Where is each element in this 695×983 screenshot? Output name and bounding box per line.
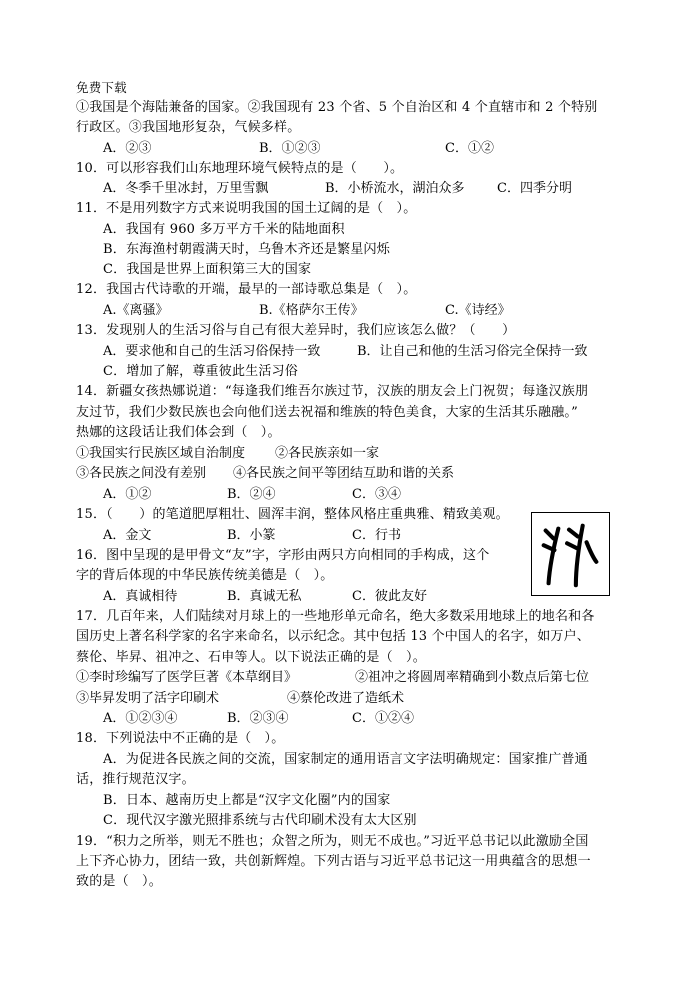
- q18-stem: 18．下列说法中不正确的是（ ）。: [76, 731, 285, 746]
- oracle-bone-you-character-image: [531, 512, 610, 596]
- q9-option-b: B．①②③: [259, 141, 321, 156]
- q18-option-a-line-2: 话，推行规范汉字。: [76, 772, 195, 787]
- q18-option-a-line-1: A．为促进各民族之间的交流，国家制定的通用语言文字法明确规定：国家推广普通: [103, 752, 588, 767]
- q14-statement-4: ④各民族之间平等团结互助和谐的关系: [233, 466, 455, 481]
- q17-stem-line-1: 17．几百年来，人们陆续对月球上的一些地形单元命名，绝大多数采用地球上的地名和各: [76, 609, 595, 624]
- q12-option-c: C.《诗经》: [445, 303, 511, 318]
- q17-option-c: C．①②④: [352, 711, 414, 726]
- q10-option-c: C．四季分明: [497, 181, 572, 196]
- q11-option-b: B．东海渔村朝霞满天时，乌鲁木齐还是繁星闪烁: [103, 242, 390, 257]
- q11-option-c: C．我国是世界上面积第三大的国家: [103, 262, 312, 277]
- q12-stem: 12．我国古代诗歌的开端，最早的一部诗歌总集是（ ）。: [76, 282, 417, 297]
- q16-option-c: C．彼此友好: [352, 589, 427, 604]
- q17-statement-1: ①李时珍编写了医学巨著《本草纲目》: [76, 670, 298, 685]
- q10-option-b: B．小桥流水，湖泊众多: [325, 181, 465, 196]
- q11-option-a: A．我国有 960 多万平方千米的陆地面积: [103, 222, 345, 237]
- q17-stem-line-3: 蔡伦、毕昇、祖冲之、石申等人。以下说法正确的是（ ）。: [76, 650, 426, 665]
- q16-stem-line-2: 字的背后体现的中华民族传统美德是（ ）。: [76, 568, 334, 583]
- q18-option-c: C．现代汉字激光照排系统与古代印刷术没有太大区别: [103, 813, 417, 828]
- q12-option-a: A.《离骚》: [103, 303, 169, 318]
- q19-stem-line-2: 上下齐心协力，团结一致，共创新辉煌。下列古语与习近平总书记这一用典蕴含的思想一: [76, 854, 591, 869]
- q18-option-b: B．日本、越南历史上都是“汉字文化圈”内的国家: [103, 793, 391, 808]
- q17-option-a: A．①②③④: [103, 711, 178, 726]
- q16-option-b: B．真诚无私: [227, 589, 302, 604]
- q16-option-a: A．真诚相待: [103, 589, 178, 604]
- q17-statement-3: ③毕昇发明了活字印刷术: [76, 691, 220, 706]
- q13-option-a: A．要求他和自己的生活习俗保持一致: [103, 344, 321, 359]
- q15-option-a: A．金文: [103, 528, 152, 543]
- q17-option-b: B．②③④: [227, 711, 289, 726]
- q13-stem: 13．发现别人的生活习俗与自己有很大差异时，我们应该怎么做？（ ）: [76, 323, 516, 338]
- q9-statement-line-2: 行政区。③我国地形复杂，气候多样。: [76, 120, 301, 135]
- q14-option-b: B．②④: [227, 487, 276, 502]
- q14-option-a: A．①②: [103, 487, 152, 502]
- q13-option-c: C．增加了解，尊重彼此生活习俗: [103, 364, 298, 379]
- q19-stem-line-3: 致的是（ ）。: [76, 874, 162, 889]
- q15-option-c: C．行书: [352, 528, 401, 543]
- q11-stem: 11．不是用列数字方式来说明我国的国土辽阔的是（ ）。: [76, 201, 417, 216]
- q15-option-b: B．小篆: [227, 528, 276, 543]
- q15-stem: 15．（ ）的笔道肥厚粗壮、圆浑丰润，整体风格庄重典雅、精致美观。: [76, 507, 509, 522]
- q17-statement-4: ④蔡伦改进了造纸术: [287, 691, 405, 706]
- q9-statement-line-1: ①我国是个海陆兼备的国家。②我国现有 23 个省、5 个自治区和 4 个直辖市和 2 个特别: [76, 100, 598, 115]
- q14-option-c: C．③④: [352, 487, 401, 502]
- q14-stem-line-1: 14．新疆女孩热娜说道：“每逢我们维吾尔族过节，汉族的朋友会上门祝贺；每逢汉族朋: [76, 384, 589, 399]
- q10-option-a: A．冬季千里冰封，万里雪飘: [103, 181, 269, 196]
- q9-option-a: A．②③: [103, 141, 152, 156]
- q19-stem-line-1: 19．“积力之所举，则无不胜也；众智之所为，则无不成也。”习近平总书记以此激励全国: [76, 834, 589, 849]
- q17-stem-line-2: 国历史上著名科学家的名字来命名，以示纪念。其中包括 13 个中国人的名字，如万户、: [76, 629, 591, 644]
- oracle-bone-you-glyph-icon: [532, 513, 609, 595]
- q14-statement-1: ①我国实行民族区域自治制度: [76, 446, 246, 461]
- q14-stem-line-2: 友过节，我们少数民族也会向他们送去祝福和维族的特色美食，大家的生活其乐融融。”: [76, 405, 578, 420]
- q14-statement-2: ②各民族亲如一家: [275, 446, 380, 461]
- q14-statement-3: ③各民族之间没有差别: [76, 466, 207, 481]
- q17-statement-2: ②祖冲之将圆周率精确到小数点后第七位: [355, 670, 590, 685]
- q13-option-b: B．让自己和他的生活习俗完全保持一致: [357, 344, 588, 359]
- q9-option-c: C．①②: [445, 141, 494, 156]
- page-header: 免费下载: [76, 80, 127, 95]
- q10-stem: 10．可以形容我们山东地理环境气候特点的是（ ）。: [76, 161, 404, 176]
- q14-stem-line-3: 热娜的这段话让我们体会到（ ）。: [76, 425, 281, 440]
- q12-option-b: B.《格萨尔王传》: [259, 303, 364, 318]
- q16-stem-line-1: 16．图中呈现的是甲骨文“友”字，字形由两只方向相同的手构成，这个: [76, 548, 490, 563]
